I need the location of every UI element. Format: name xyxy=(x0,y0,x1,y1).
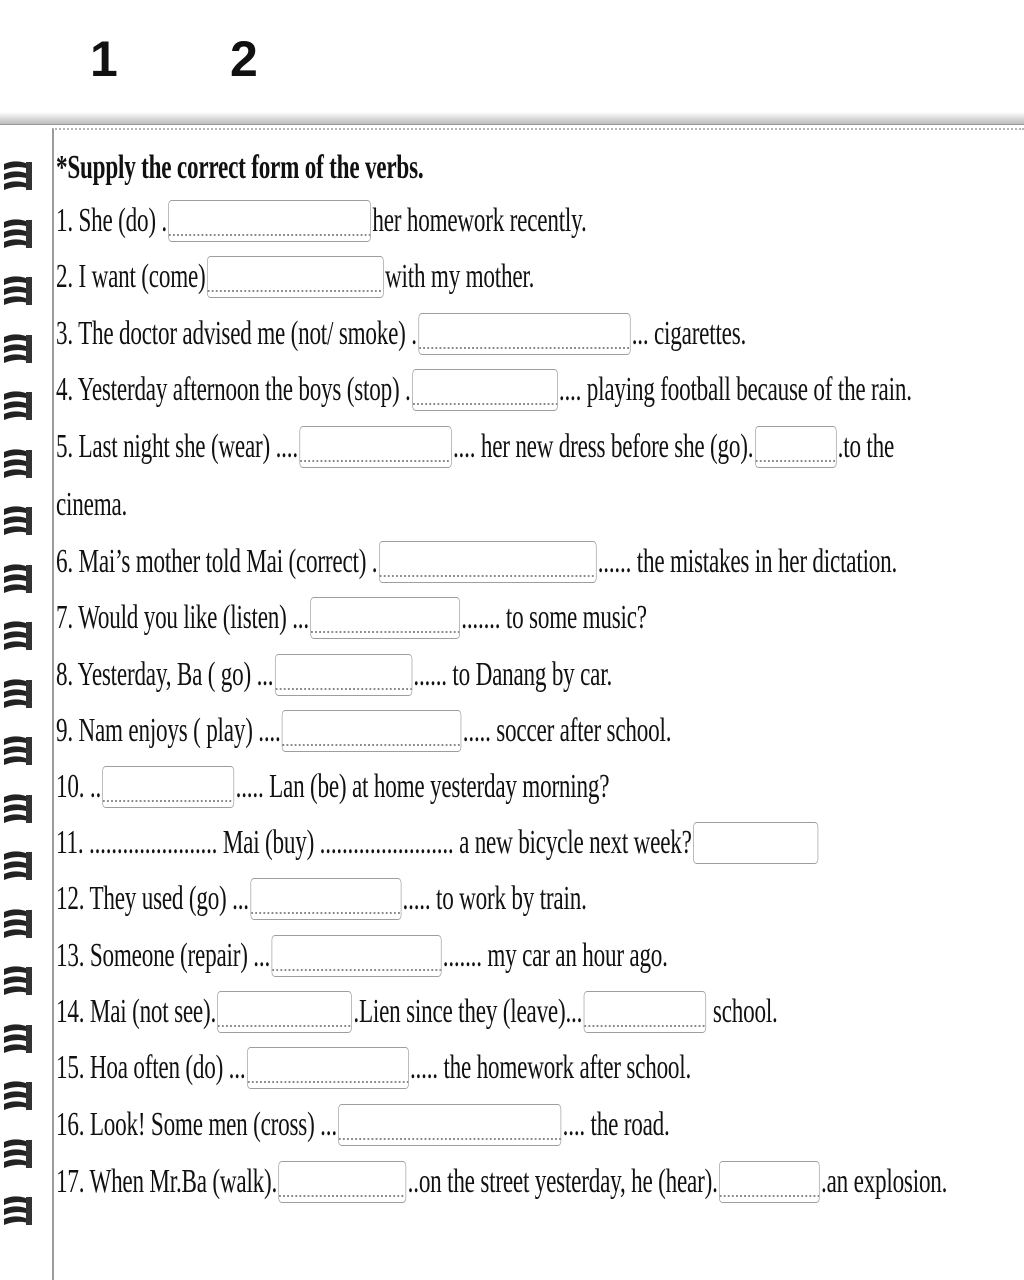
spiral-binding xyxy=(0,150,40,1280)
tab-1[interactable]: 1 xyxy=(90,31,118,87)
question-16: 16. Look! Some men (cross) ... .... the road. xyxy=(56,1100,670,1150)
binding-coil-icon xyxy=(2,963,34,997)
heading-text: *Supply the correct form of the verbs. xyxy=(56,149,424,186)
question-1: 1. She (do) . her homework recently. xyxy=(56,196,587,246)
answer-input-4[interactable] xyxy=(412,369,558,411)
question-14: 14. Mai (not see). .Lien since they (leave)... school. xyxy=(56,987,778,1037)
answer-input-14a[interactable] xyxy=(217,991,352,1033)
answer-input-17a[interactable] xyxy=(278,1161,406,1203)
binding-coil-icon xyxy=(2,733,34,767)
tab-separator xyxy=(0,112,1024,125)
exercise-heading xyxy=(56,143,423,193)
question-5-continued: cinema. xyxy=(56,486,128,523)
answer-input-13[interactable] xyxy=(271,935,441,977)
question-7: 7. Would you like (listen) ... ....... to some music? xyxy=(56,593,647,643)
question-13: 13. Someone (repair) ... ....... my car an hour ago. xyxy=(56,931,668,981)
answer-input-9[interactable] xyxy=(282,710,462,752)
question-3: 3. The doctor advised me (not/ smoke) . ... cigarettes. xyxy=(56,309,746,359)
question-17: 17. When Mr.Ba (walk). ..on the street yesterday, he (hear). .an explosion. xyxy=(56,1157,947,1207)
question-5: 5. Last night she (wear) .... .... her new dress before she (go). .to the xyxy=(56,422,894,472)
answer-input-12[interactable] xyxy=(250,878,401,920)
binding-coil-icon xyxy=(2,388,34,422)
binding-coil-icon xyxy=(2,906,34,940)
answer-input-6[interactable] xyxy=(379,541,597,583)
answer-input-7[interactable] xyxy=(310,597,460,639)
answer-input-10[interactable] xyxy=(102,766,234,808)
answer-input-11[interactable] xyxy=(693,822,818,864)
binding-coil-icon xyxy=(2,446,34,480)
question-4: 4. Yesterday afternoon the boys (stop) . .... playing football because of the rain. xyxy=(56,365,912,415)
question-2: 2. I want (come) with my mother. xyxy=(56,252,534,302)
question-11: 11. ....................... Mai (buy) ........................ a new bicycle next week? xyxy=(56,818,820,868)
answer-input-14b[interactable] xyxy=(584,991,706,1033)
binding-coil-icon xyxy=(2,1021,34,1055)
answer-input-8[interactable] xyxy=(275,654,412,696)
binding-coil-icon xyxy=(2,618,34,652)
binding-coil-icon xyxy=(2,158,34,192)
tab-bar xyxy=(0,0,1024,118)
answer-input-3[interactable] xyxy=(418,313,630,355)
binding-coil-icon xyxy=(2,561,34,595)
binding-coil-icon xyxy=(2,503,34,537)
question-10: 10. .. ..... Lan (be) at home yesterday morning? xyxy=(56,762,609,812)
answer-input-1[interactable] xyxy=(168,200,371,242)
binding-coil-icon xyxy=(2,331,34,365)
answer-input-16[interactable] xyxy=(338,1104,561,1146)
question-12: 12. They used (go) ... ..... to work by train. xyxy=(56,874,587,924)
question-8: 8. Yesterday, Ba ( go) ... ...... to Danang by car. xyxy=(56,650,612,700)
answer-input-5a[interactable] xyxy=(299,426,451,468)
answer-input-5b[interactable] xyxy=(755,426,837,468)
question-6: 6. Mai’s mother told Mai (correct) . ...... the mistakes in her dictation. xyxy=(56,537,897,587)
binding-coil-icon xyxy=(2,273,34,307)
binding-coil-icon xyxy=(2,1136,34,1170)
answer-input-2[interactable] xyxy=(207,256,384,298)
binding-coil-icon xyxy=(2,848,34,882)
answer-input-15[interactable] xyxy=(247,1047,409,1089)
binding-coil-icon xyxy=(2,791,34,825)
binding-coil-icon xyxy=(2,1078,34,1112)
binding-coil-icon xyxy=(2,216,34,250)
binding-coil-icon xyxy=(2,676,34,710)
answer-input-17b[interactable] xyxy=(719,1161,820,1203)
question-15: 15. Hoa often (do) ... ..... the homework after school. xyxy=(56,1043,691,1093)
question-9: 9. Nam enjoys ( play) .... ..... soccer after school. xyxy=(56,706,671,756)
binding-coil-icon xyxy=(2,1193,34,1227)
tab-2[interactable]: 2 xyxy=(230,31,258,87)
